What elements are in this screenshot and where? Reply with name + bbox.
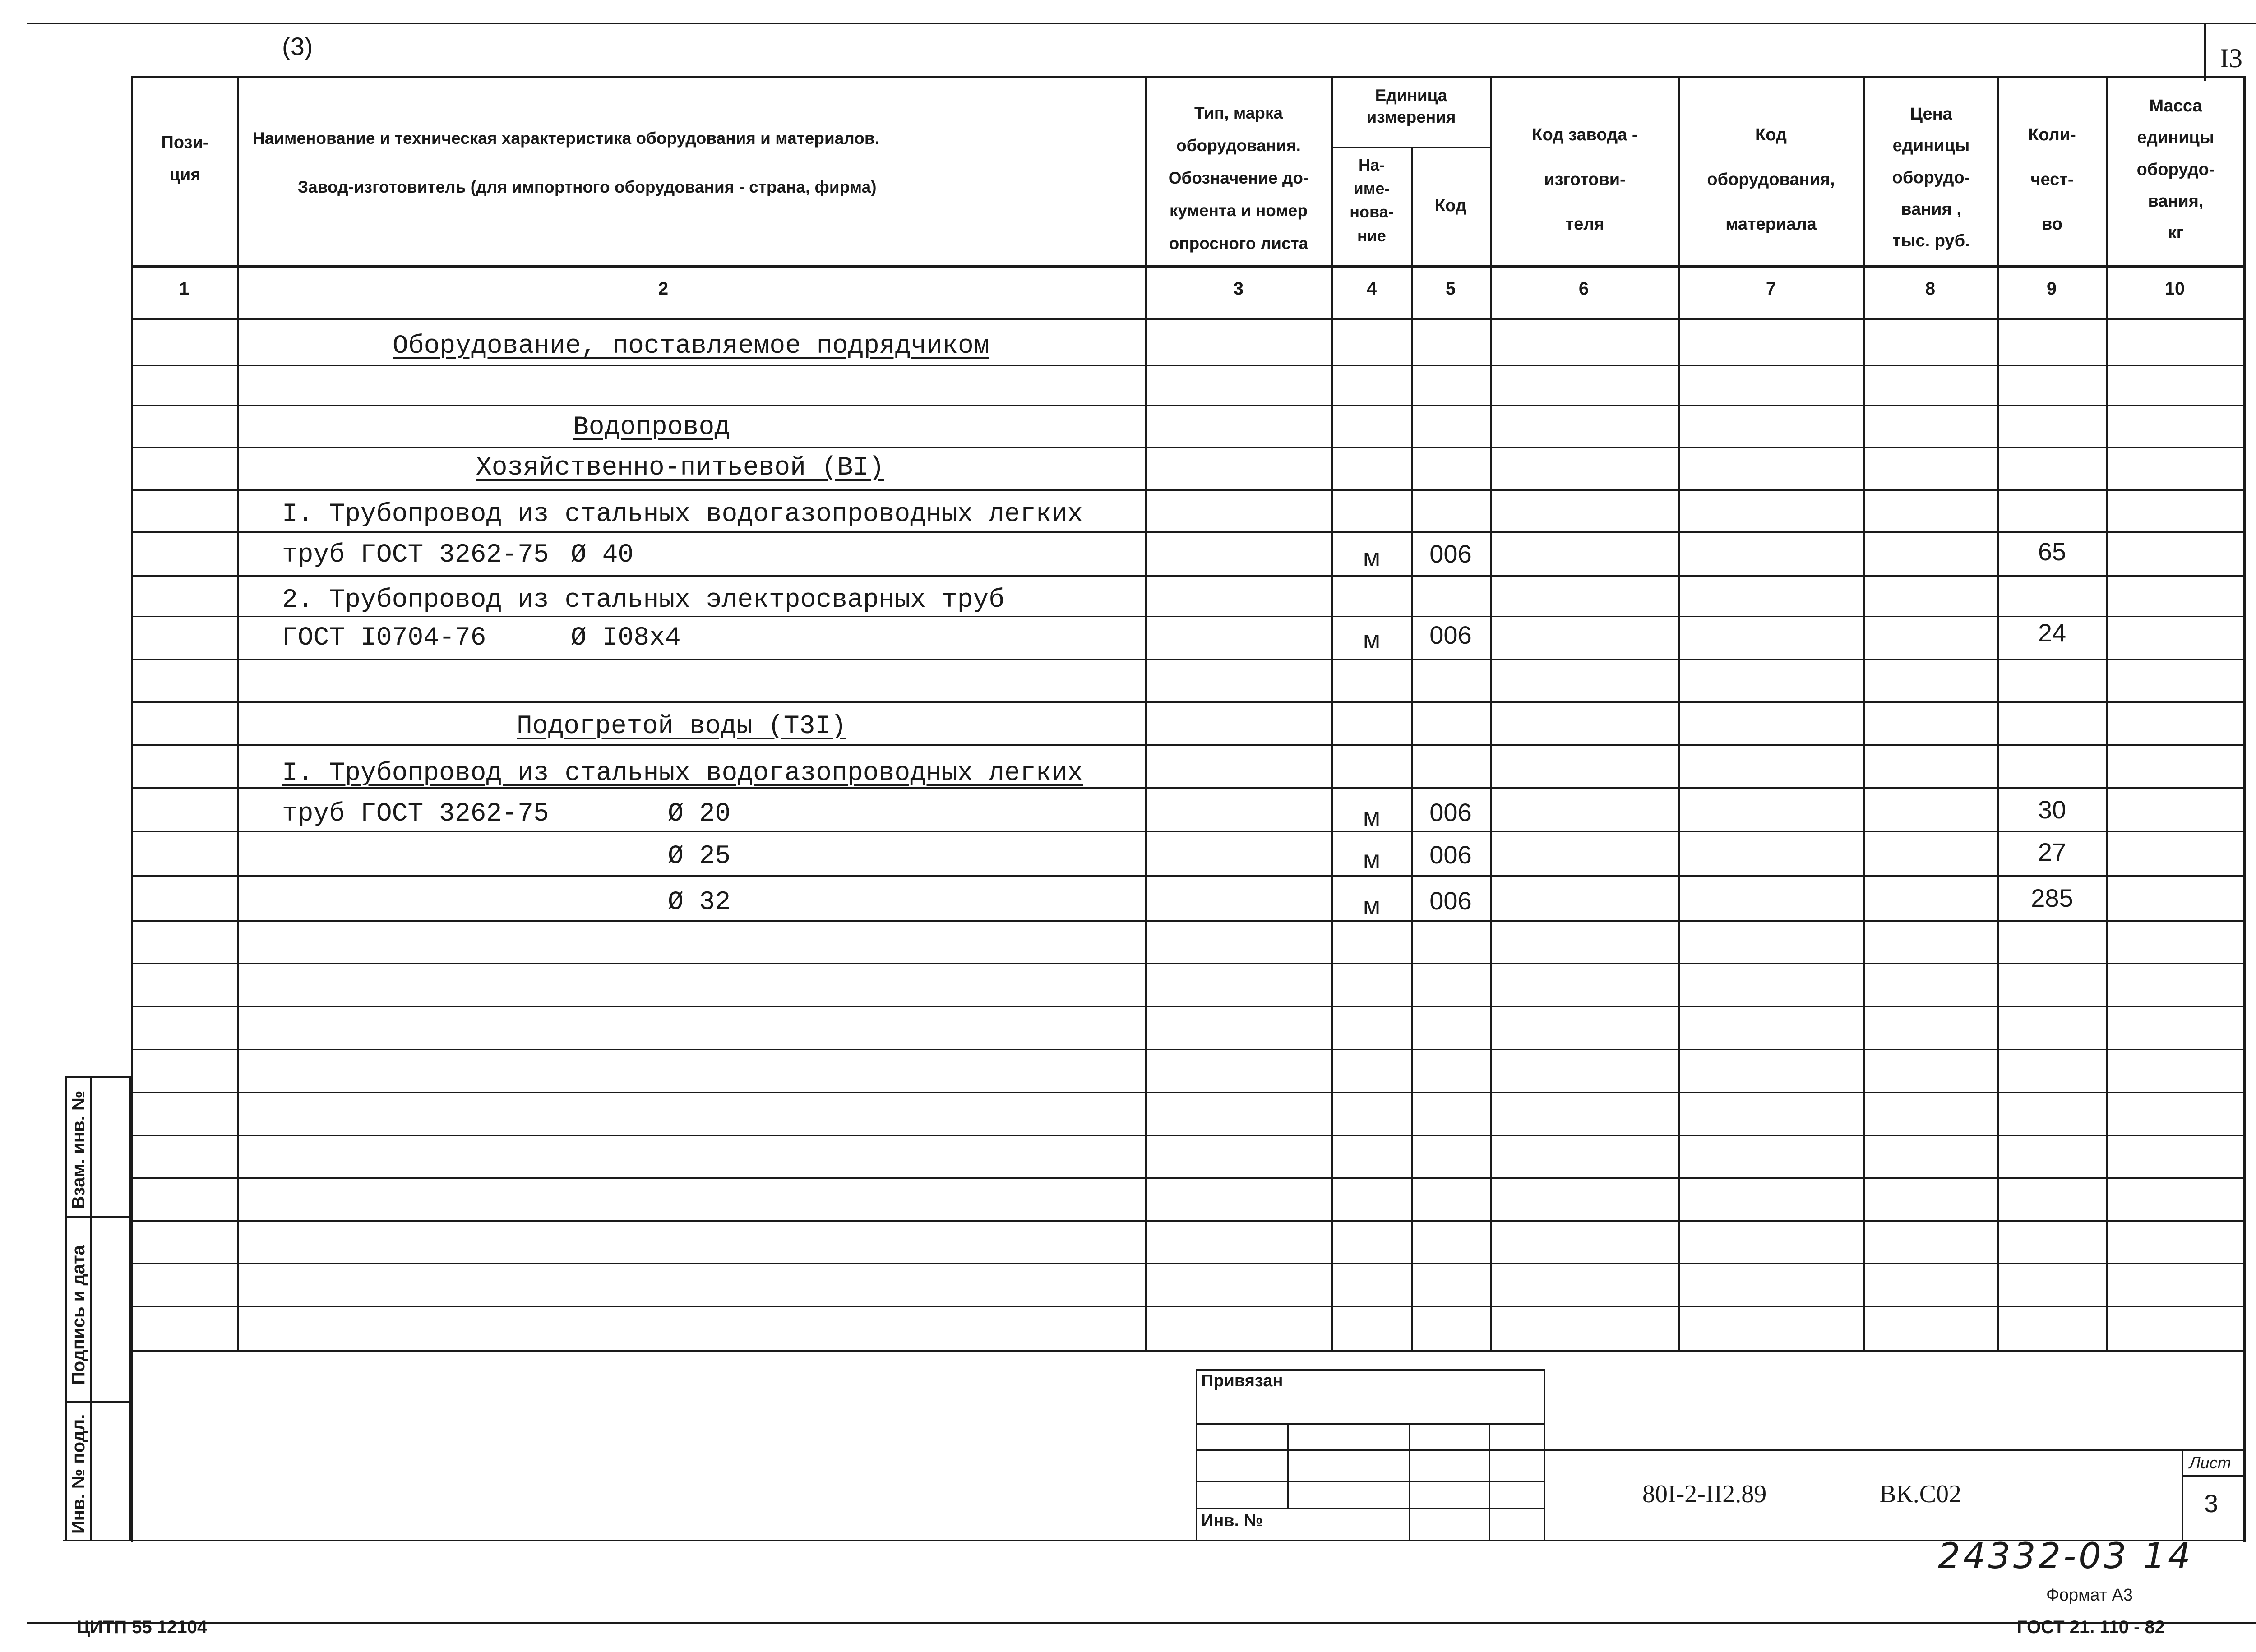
col-sep-5 — [1490, 76, 1492, 1352]
header-unit-name: На- име- нова- ние — [1350, 156, 1394, 245]
item3-line2: труб ГОСТ 3262-75 — [282, 799, 549, 829]
table-top — [131, 76, 2246, 78]
titleblock-top — [1544, 1449, 2246, 1451]
header-unit-group: Единица измерения — [1366, 86, 1456, 127]
list-number: 3 — [2204, 1489, 2219, 1518]
colnum-9: 9 — [2046, 279, 2057, 299]
stamp-col-3 — [1489, 1423, 1490, 1541]
doc-code: 80I-2-II2.89 — [1642, 1480, 1767, 1508]
table-row-line — [133, 1220, 2243, 1222]
item1-unit: м — [1363, 543, 1381, 572]
table-row-line — [133, 575, 2243, 577]
colnum-2: 2 — [658, 279, 669, 299]
header-factory-code: Код завода - изготови- теля — [1532, 125, 1638, 234]
colnum-6: 6 — [1578, 279, 1589, 299]
col-sep-3 — [1331, 76, 1333, 1352]
bottom-frame-line — [27, 1622, 2256, 1624]
group1-title: Водопровод — [573, 413, 730, 442]
item2-line1: 2. Трубопровод из стальных электросварных труб — [282, 586, 1005, 615]
table-row-line — [133, 447, 2243, 448]
sheet-box-left — [2204, 23, 2206, 81]
table-row-line — [133, 365, 2243, 366]
colnum-8: 8 — [1925, 279, 1936, 299]
stamp-row-2 — [1196, 1449, 1545, 1451]
item3-row1-qty: 30 — [2038, 795, 2066, 824]
side-inner-line — [90, 1076, 92, 1541]
item2-qty: 24 — [2038, 618, 2066, 647]
item3-row3-qty: 285 — [2031, 884, 2073, 912]
table-row-line — [133, 1049, 2243, 1050]
table-row-line — [133, 1306, 2243, 1307]
item3-row1-code: 006 — [1429, 798, 1472, 826]
stamp-box-top — [1196, 1369, 1545, 1371]
stamp-row-1 — [1196, 1423, 1545, 1425]
col-sep-8 — [1997, 76, 1999, 1352]
side-divider-1 — [65, 1216, 131, 1218]
colnum-3: 3 — [1233, 279, 1244, 299]
colnum-7: 7 — [1766, 279, 1776, 299]
item1-diameter: Ø 40 — [571, 540, 634, 570]
table-row-line — [133, 831, 2243, 832]
header-name-line2: Завод-изготовитель (для импортного оборудования - страна, фирма) — [298, 178, 877, 196]
header-type: Тип, марка оборудования. Обозначение до- кумента и номер опросного листа — [1168, 104, 1309, 253]
col-sep-7 — [1863, 76, 1865, 1352]
item3-line1: I. Трубопровод из стальных водогазопроводных легких — [282, 759, 1083, 788]
header-unit-code: Код — [1434, 196, 1467, 215]
footer-left: ЦИТП 55 12104 — [77, 1617, 208, 1637]
frame-bottom-line — [63, 1540, 2246, 1541]
list-box-mid — [2182, 1475, 2246, 1477]
item3-row1-diameter: Ø 20 — [668, 799, 731, 829]
table-row-line — [133, 744, 2243, 746]
handwritten-number: 24332-03 14 — [1938, 1536, 2193, 1577]
sheet-number-top: I3 — [2220, 43, 2242, 73]
corner-number: (3) — [282, 32, 313, 60]
table-row-line — [133, 1263, 2243, 1264]
header-price: Цена единицы оборудо- вания , тыс. руб. — [1892, 105, 1970, 251]
table-row-line — [133, 659, 2243, 660]
table-row-line — [133, 1135, 2243, 1136]
item1-qty: 65 — [2038, 537, 2066, 566]
item3-row2-unit: м — [1363, 845, 1381, 873]
colnum-10: 10 — [2164, 279, 2185, 299]
item2-code: 006 — [1429, 621, 1472, 649]
stamp-row-3 — [1196, 1481, 1545, 1482]
table-row-line — [133, 405, 2243, 406]
side-panel-left — [65, 1076, 67, 1541]
stamp-box-right — [1544, 1369, 1545, 1541]
table-row-line — [133, 701, 2243, 703]
group2-title: Подогретой воды (T3I) — [517, 712, 846, 741]
header-bottom — [131, 265, 2246, 268]
colnum-1: 1 — [179, 279, 190, 299]
item3-row1-unit: м — [1363, 803, 1381, 831]
col-sep-1 — [237, 76, 239, 1352]
item1-line2: труб ГОСТ 3262-75 — [282, 540, 549, 570]
list-box-left — [2182, 1449, 2183, 1541]
table-row-line — [133, 1006, 2243, 1007]
stamp-row-4 — [1196, 1508, 1545, 1509]
col-sep-6 — [1678, 76, 1680, 1352]
table-row-line — [133, 531, 2243, 533]
table-row-line — [133, 1092, 2243, 1093]
table-row-line — [133, 616, 2243, 617]
unit-group-line — [1331, 147, 1490, 148]
col-sep-9 — [2106, 76, 2108, 1352]
format-label: Формат А3 — [2046, 1586, 2133, 1605]
colnum-4: 4 — [1366, 279, 1377, 299]
item3-row3-diameter: Ø 32 — [668, 888, 731, 917]
table-left — [131, 76, 133, 1542]
stamp-col-2 — [1409, 1423, 1410, 1541]
item3-row2-qty: 27 — [2038, 838, 2066, 866]
item1-line1: I. Трубопровод из стальных водогазопроводных легких — [282, 500, 1083, 529]
table-body-bottom — [131, 1350, 2246, 1352]
side-label-inv-podl: Инв. № подл. — [69, 1414, 88, 1534]
table-row-line — [133, 963, 2243, 964]
header-equipment-code: Код оборудования, материала — [1707, 125, 1835, 234]
stamp-privyazan: Привязан — [1201, 1371, 1283, 1390]
item1-code: 006 — [1429, 540, 1472, 568]
side-panel-top — [65, 1076, 131, 1078]
item3-row2-diameter: Ø 25 — [668, 842, 731, 871]
header-quantity: Коли- чест- во — [2028, 125, 2076, 234]
side-label-vzam: Взам. инв. № — [69, 1090, 88, 1209]
col-sep-2 — [1145, 76, 1147, 1352]
table-row-line — [133, 875, 2243, 877]
list-label: Лист — [2189, 1454, 2231, 1472]
col-sep-4 — [1411, 147, 1413, 1352]
header-position: Пози- ция — [161, 133, 209, 185]
side-panel-right — [129, 1076, 131, 1541]
footer-right: ГОСТ 21. 110 - 82 — [2017, 1617, 2165, 1637]
table-right — [2243, 76, 2246, 1542]
item2-line2: ГОСТ I0704-76 — [282, 623, 486, 653]
table-row-line — [133, 489, 2243, 491]
side-label-podpis: Подпись и дата — [69, 1245, 88, 1385]
stamp-box-left — [1196, 1369, 1197, 1541]
item2-diameter: Ø I08х4 — [571, 623, 681, 653]
section-title: Оборудование, поставляемое подрядчиком — [393, 332, 989, 361]
group1-subtitle: Хозяйственно-питьевой (BI) — [476, 453, 884, 483]
item3-row2-code: 006 — [1429, 840, 1472, 869]
header-mass: Масса единицы оборудо- вания, кг — [2136, 97, 2215, 243]
top-frame-line — [27, 23, 2256, 24]
header-name-line1: Наименование и техническая характеристика оборудования и материалов. — [253, 129, 879, 148]
side-divider-2 — [65, 1401, 131, 1403]
colnum-5: 5 — [1445, 279, 1456, 299]
colnum-bottom — [131, 318, 2246, 320]
item2-unit: м — [1363, 625, 1381, 654]
stamp-inv-no: Инв. № — [1201, 1511, 1263, 1530]
item3-row3-code: 006 — [1429, 886, 1472, 915]
item3-row3-unit: м — [1363, 891, 1381, 920]
stamp-col-1 — [1287, 1423, 1289, 1508]
doc-mark: ВК.С02 — [1879, 1480, 1962, 1508]
table-row-line — [133, 1177, 2243, 1179]
table-row-line — [133, 920, 2243, 922]
